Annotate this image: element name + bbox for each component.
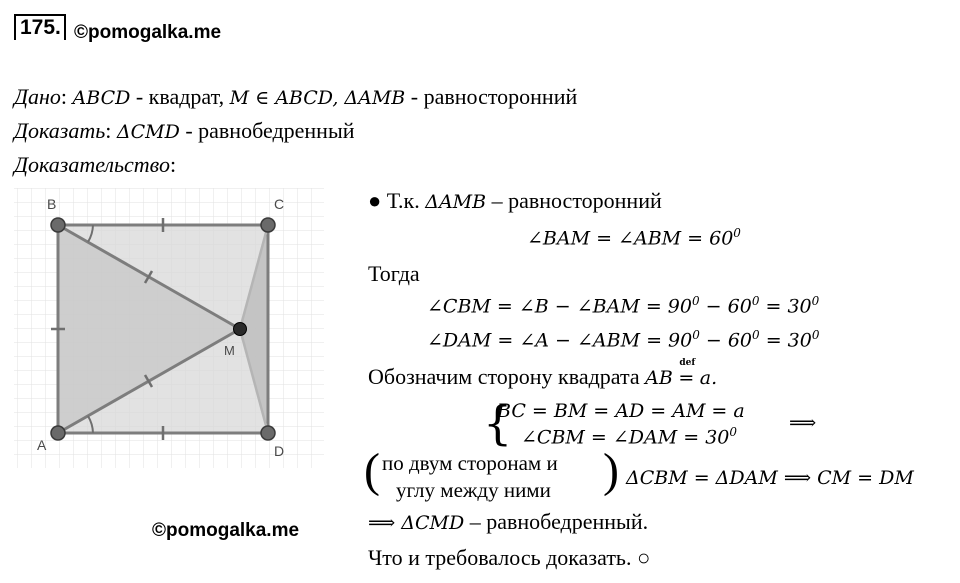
point-m [234,323,247,336]
point-a [51,426,65,440]
reason-top: по двум сторонам и [382,451,558,475]
eq-angles: ∠CBM = ∠DAM = 30 [521,426,730,449]
proof-line-4 [427,294,819,317]
prove-line: Доказать: ΔCMD - равнобедренный [14,118,355,143]
proof-label: Доказательство [14,152,170,177]
label-m: M [224,343,235,358]
given-line: Дано: ABCD - квадрат, M ∈ ABCD, ΔAMB - равносторонний [14,84,578,109]
given-text1: - квадрат, [135,84,225,109]
eq-cbm-c: = 30 [759,295,812,318]
exp: 0 [692,294,700,308]
expr-cmd: ⟹ ΔCMD [368,512,465,534]
paren-close: ) [603,444,619,497]
geometry-figure [14,188,324,468]
label-b: B [47,196,57,212]
header-watermark: ©pomogalka.me [74,22,222,43]
eq-cbm-a: ∠CBM = ∠B − ∠BAM = 90 [427,295,692,318]
eq-cbm-b: − 60 [699,295,752,318]
label-c: C [274,196,285,212]
exp: 0 [811,294,820,308]
implies-arrow: ⟹ [789,412,817,434]
proof-heading: Доказательство: [14,152,177,177]
given-text2: - равносторонний [410,84,578,109]
proof-line-5 [427,328,820,351]
given-label: Дано [14,84,61,109]
exp: 0 [692,328,700,342]
eq-bam-abm: ∠BAM = ∠ABM = 60 [527,227,734,250]
exp: 0 [751,294,760,308]
system-eq-1: BC = BM = AD = AM = a [497,400,745,422]
text-equilateral: – равносторонний [491,188,662,213]
def-equal: = def [678,358,696,389]
given-expr1: ABCD [72,87,131,109]
paren-open: ( [364,444,380,497]
point-c [261,218,275,232]
expr-ab: AB [645,367,673,389]
eq-dam-b: − 60 [699,329,753,352]
bullet-tk: ● Т.к. [368,188,420,213]
text-isosceles: – равнобедренный. [469,509,649,534]
point-b [51,218,65,232]
prove-text: - равнобедренный [185,118,355,143]
proof-line-8: ΔCBM = ΔDAM ⟹ CM = DM [626,467,914,489]
proof-line-9 [368,509,648,535]
footer-watermark: ©pomogalka.me [152,520,300,541]
def-mark: def [679,358,696,368]
eq-dam-c: = 30 [759,329,812,352]
expr-triangle-amb: ΔAMB [425,191,487,213]
degree-exp: 0 [733,226,741,240]
text-denote-side: Обозначим сторону квадрата [368,364,640,389]
proof-line-3: Тогда [368,261,420,286]
given-expr2: M ∈ ABCD, ΔAMB [229,87,406,109]
prove-label: Доказать [14,118,106,143]
label-a: A [37,437,47,453]
system-eq-2 [521,425,737,448]
expr-a: a. [699,367,718,389]
proof-line-6 [368,358,718,390]
system-brace: { [483,396,513,450]
exp: 0 [752,328,760,342]
label-d: D [274,443,285,459]
proof-line-1 [368,188,662,214]
proof-line-10: Что и требовалось доказать. ○ [368,545,651,570]
proof-line-2 [527,226,741,249]
reason-bottom: углу между ними [396,478,551,502]
problem-number: 175. [14,14,66,40]
exp: 0 [729,425,738,439]
eq-dam-a: ∠DAM = ∠A − ∠ABM = 90 [427,329,693,352]
point-d [261,426,275,440]
exp: 0 [811,328,820,342]
prove-expr: ΔCMD [116,121,180,143]
